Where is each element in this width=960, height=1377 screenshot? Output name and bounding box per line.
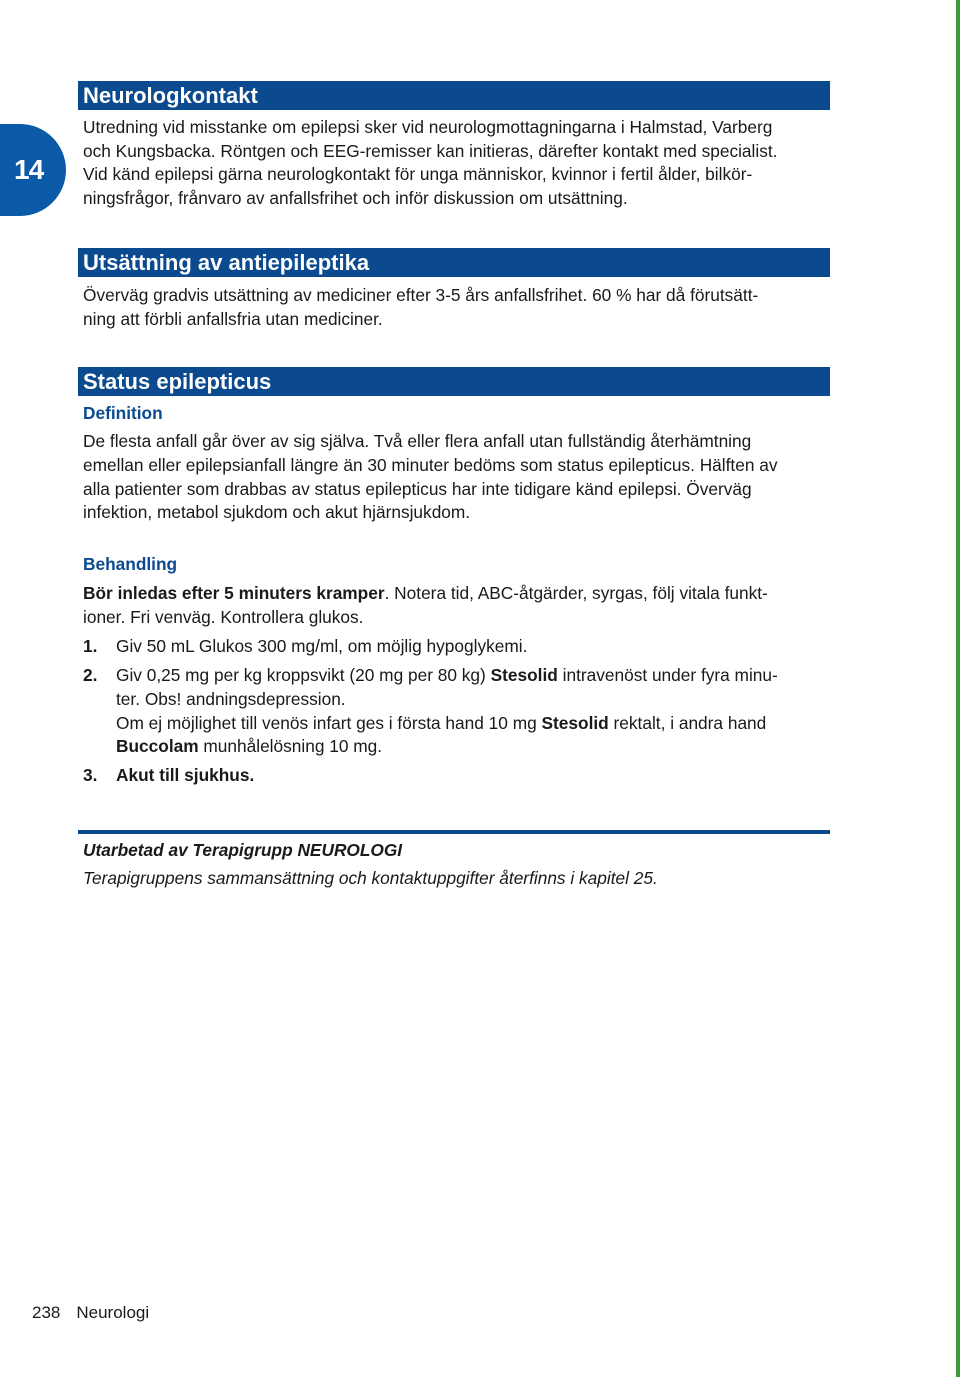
treatment-heading: Behandling <box>83 554 178 575</box>
list-text: Akut till sjukhus. <box>116 764 255 785</box>
list-item <box>83 764 830 788</box>
bold-text: Stesolid <box>490 665 558 686</box>
text-line: De flesta anfall går över av sig själva. Två eller flera anfall utan fullständig återhämtning <box>83 431 752 452</box>
section-heading-neurologkontakt: Neurologkontakt <box>78 81 830 110</box>
text-line: ning att förbli anfallsfria utan mediciner. <box>83 308 383 329</box>
list-number: 2. <box>83 665 98 686</box>
credit-text: Terapigruppens sammansättning och kontaktuppgifter återfinns i kapitel 25. <box>83 867 658 888</box>
chapter-tab <box>0 124 66 216</box>
footer-section: Neurologi <box>76 1303 150 1322</box>
text-span: intravenöst under fyra minu- <box>557 665 778 686</box>
page-number: 238 <box>32 1303 61 1322</box>
text-span: Om ej möjlighet till venös infart ges i första hand 10 mg <box>116 712 542 733</box>
divider <box>78 830 830 834</box>
text-line: alla patienter som drabbas av status epilepticus har inte tidigare känd epilepsi. Överväg <box>83 478 752 499</box>
bold-text: Buccolam <box>116 736 199 757</box>
text-line: ter. Obs! andningsdepression. <box>116 688 346 709</box>
utsattning-text <box>78 284 830 331</box>
text-line: infektion, metabol sjukdom och akut hjärnsjukdom. <box>83 502 471 523</box>
text-line: ioner. Fri venväg. Kontrollera glukos. <box>83 606 364 627</box>
section-heading-status-epilepticus: Status epilepticus <box>78 367 830 396</box>
list-text <box>116 664 830 759</box>
definition-text <box>78 430 830 525</box>
text-line: Utredning vid misstanke om epilepsi sker vid neurologmottagningarna i Halmstad, Varberg <box>83 117 773 137</box>
list-number: 3. <box>83 764 98 785</box>
treatment-intro <box>78 582 830 629</box>
text-line: emellan eller epilepsianfall längre än 30 minuter bedöms som status epilepticus. Hälften av <box>83 454 778 475</box>
list-number: 1. <box>83 636 98 657</box>
chapter-number: 14 <box>14 154 44 185</box>
credit-title: Utarbetad av Terapigrupp NEUROLOGI <box>83 839 403 860</box>
neurologkontakt-text <box>78 116 830 211</box>
list-text: Giv 50 mL Glukos 300 mg/ml, om möjlig hypoglykemi. <box>116 636 528 657</box>
page-footer <box>32 1303 149 1323</box>
text-line: ningsfrågor, frånvaro av anfallsfrihet och inför diskussion om utsättning. <box>83 188 628 209</box>
text-line <box>116 712 830 736</box>
text-span: Giv 0,25 mg per kg kroppsvikt (20 mg per 80 kg) <box>116 665 491 686</box>
text-span: rektalt, i andra hand <box>608 712 767 733</box>
text-line: och Kungsbacka. Röntgen och EEG-remisser kan initieras, därefter kontakt med specialist. <box>83 140 778 161</box>
definition-heading: Definition <box>83 403 163 424</box>
text-line: Överväg gradvis utsättning av mediciner efter 3-5 års anfallsfrihet. 60 % har då förutsätt- <box>83 284 759 305</box>
text-span: munhålelösning 10 mg. <box>198 736 383 757</box>
page-content <box>78 81 830 889</box>
list-item <box>83 635 830 659</box>
list-item <box>83 664 830 759</box>
text-line <box>116 735 830 759</box>
text-span: . Notera tid, ABC-åtgärder, syrgas, följ vitala funkt- <box>384 583 768 604</box>
page-edge-stripe <box>956 0 960 1377</box>
bold-text: Bör inledas efter 5 minuters kramper <box>83 583 385 604</box>
bold-text: Stesolid <box>541 712 609 733</box>
text-line <box>83 582 830 606</box>
treatment-steps <box>78 635 830 787</box>
text-line <box>116 664 830 688</box>
text-line: Vid känd epilepsi gärna neurologkontakt för unga människor, kvinnor i fertil ålder, bilkör- <box>83 164 753 185</box>
section-heading-utsattning: Utsättning av antiepileptika <box>78 248 830 277</box>
